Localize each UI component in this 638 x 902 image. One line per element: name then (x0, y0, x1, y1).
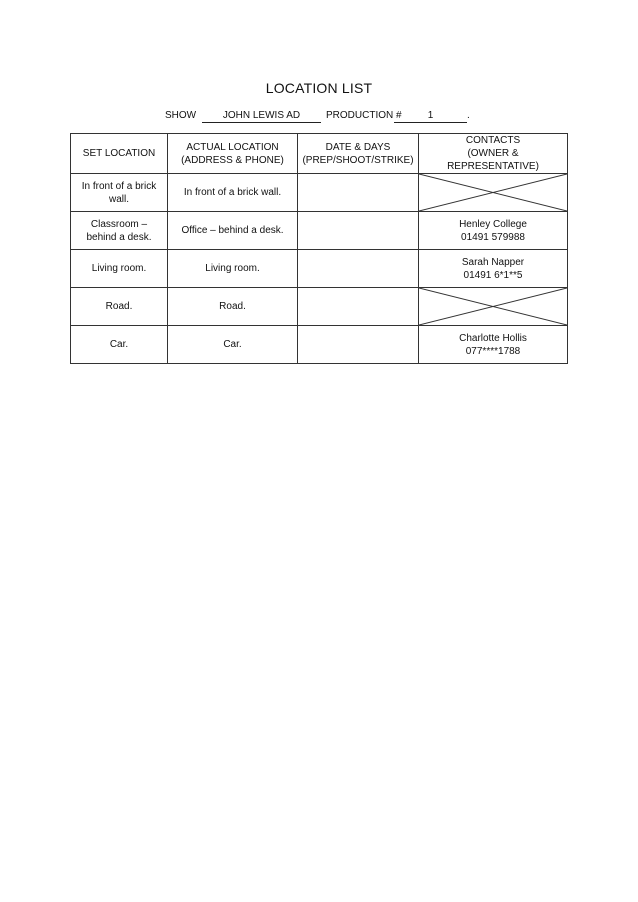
actual-location-cell: In front of a brick wall. (168, 174, 298, 212)
actual-location-cell: Car. (168, 326, 298, 364)
set-location-cell: Car. (71, 326, 168, 364)
page-title: LOCATION LIST (265, 80, 373, 96)
header-actual-location: ACTUAL LOCATION (ADDRESS & PHONE) (168, 134, 298, 174)
contacts-cell: Charlotte Hollis 077****1788 (419, 326, 568, 364)
contacts-cell: Henley College 01491 579988 (419, 212, 568, 250)
table-row (71, 250, 568, 288)
date-days-cell (298, 250, 419, 288)
contacts-cell-crossed (419, 288, 568, 326)
contacts-cell: Sarah Napper 01491 6*1**5 (419, 250, 568, 288)
table-row (71, 212, 568, 250)
table-row (71, 174, 568, 212)
actual-location-cell: Living room. (168, 250, 298, 288)
header-set-location: SET LOCATION (71, 134, 168, 174)
date-days-cell (298, 326, 419, 364)
production-value: 1 (394, 110, 467, 123)
date-days-cell (298, 288, 419, 326)
show-label: SHOW (165, 110, 197, 121)
set-location-cell: Road. (71, 288, 168, 326)
cross-out-mark (419, 174, 567, 211)
set-location-cell: In front of a brick wall. (71, 174, 168, 212)
table-row (71, 326, 568, 364)
date-days-cell (298, 174, 419, 212)
set-location-cell: Living room. (71, 250, 168, 288)
location-table (70, 133, 568, 364)
cross-out-mark (419, 288, 567, 325)
show-value: JOHN LEWIS AD (202, 110, 321, 123)
header-contacts: CONTACTS (OWNER & REPRESENTATIVE) (419, 134, 568, 174)
contacts-cell-crossed (419, 174, 568, 212)
actual-location-cell: Office – behind a desk. (168, 212, 298, 250)
production-label: PRODUCTION # (326, 110, 402, 121)
date-days-cell (298, 212, 419, 250)
header-row (71, 134, 568, 174)
actual-location-cell: Road. (168, 288, 298, 326)
header-date-days: DATE & DAYS (PREP/SHOOT/STRIKE) (298, 134, 419, 174)
production-suffix: . (467, 110, 470, 121)
set-location-cell: Classroom – behind a desk. (71, 212, 168, 250)
table-row (71, 288, 568, 326)
